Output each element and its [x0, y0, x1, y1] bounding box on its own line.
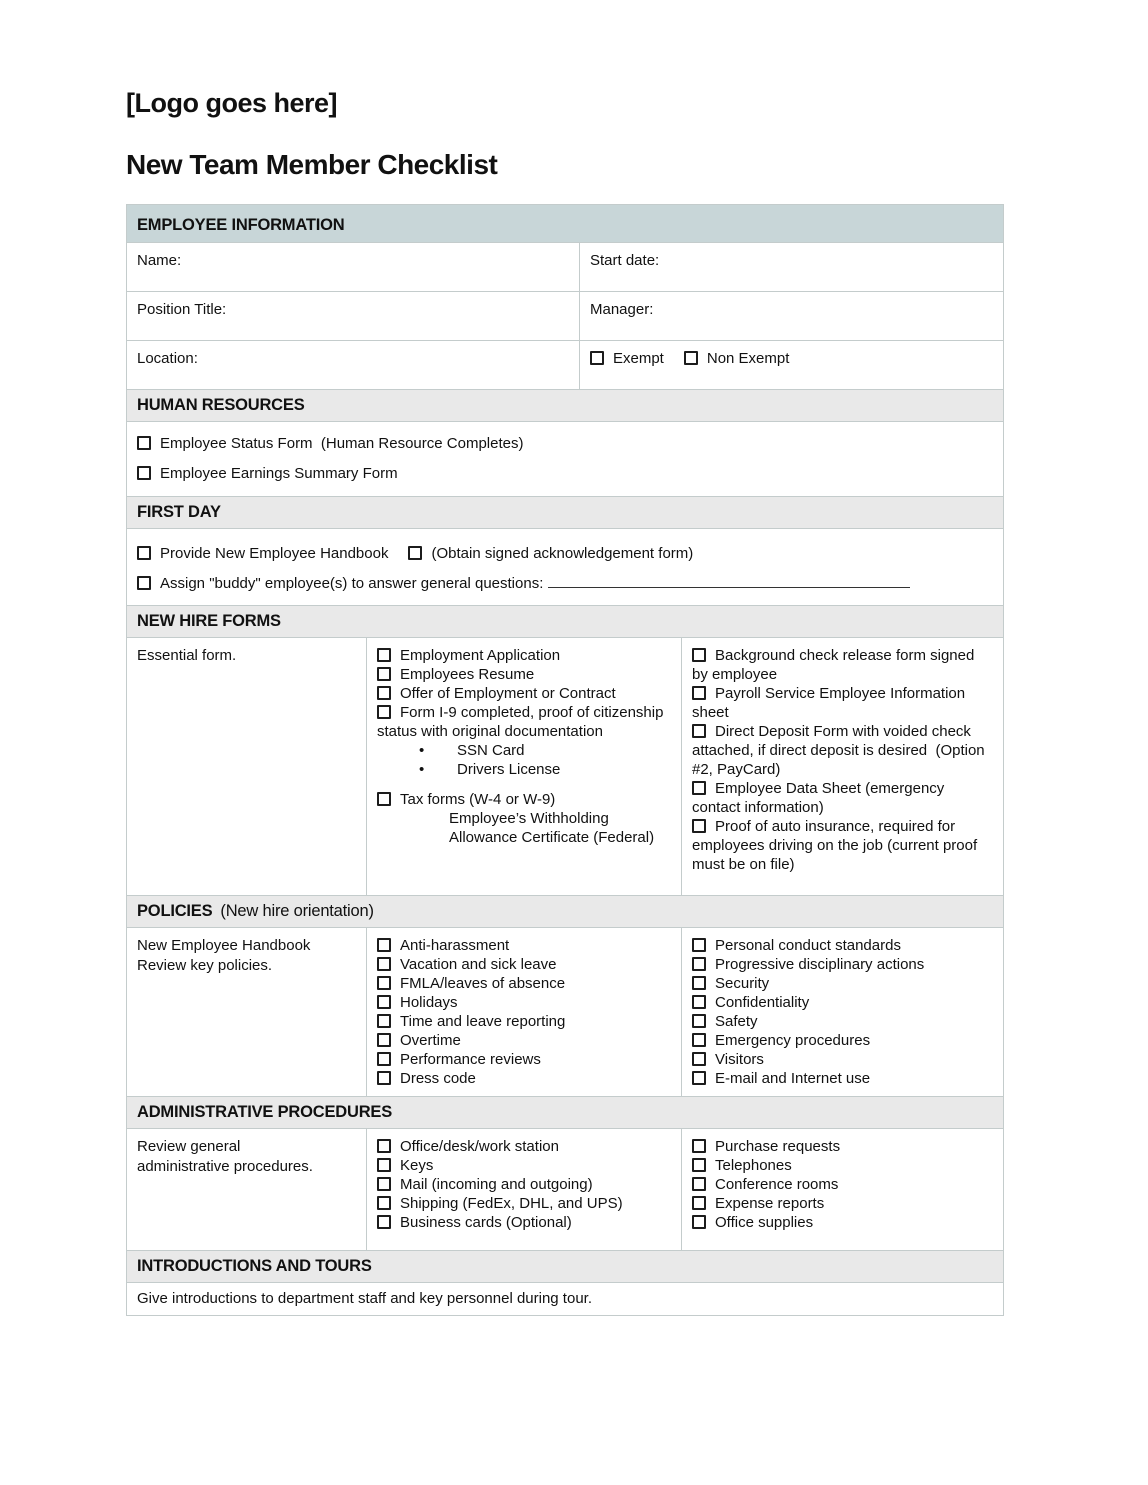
item-label: Employees Resume [400, 666, 535, 684]
checkbox-item [692, 1012, 993, 1031]
fill-in-blank-line[interactable] [548, 575, 910, 588]
item-label: Dress code [400, 1070, 476, 1088]
checkbox[interactable] [377, 686, 391, 700]
acknowledgement-checkbox[interactable] [408, 546, 422, 560]
item-label: Employee Data Sheet (emergency contact information) [692, 780, 945, 817]
assign-buddy-checkbox[interactable] [137, 576, 151, 590]
exempt-label: Exempt [613, 350, 664, 368]
checkbox[interactable] [692, 938, 706, 952]
checkbox-item [377, 1012, 671, 1031]
item-label: Expense reports [715, 1195, 825, 1213]
checkbox[interactable] [377, 976, 391, 990]
item-label: Time and leave reporting [400, 1013, 566, 1031]
checkbox[interactable] [692, 1071, 706, 1085]
administrative-checklist-right [681, 1129, 1003, 1250]
manager-field[interactable] [579, 292, 1003, 340]
policies-header-title: POLICIES [137, 902, 213, 921]
location-field[interactable] [127, 341, 579, 389]
exempt-status-cell [579, 341, 1003, 389]
item-label: Employee Earnings Summary Form [160, 465, 398, 483]
item-label: SSN Card [457, 742, 525, 760]
policies-checklist-right [681, 928, 1003, 1096]
position-title-label: Position Title: [137, 301, 227, 319]
checkbox[interactable] [692, 819, 706, 833]
introductions-text: Give introductions to department staff and key personnel during tour. [137, 1290, 592, 1308]
item-label: Holidays [400, 994, 458, 1012]
introductions-row [127, 1282, 1003, 1315]
policies-label-line1: New Employee Handbook [137, 937, 311, 955]
bullet-item [377, 760, 671, 779]
checkbox-item [137, 434, 993, 453]
section-header-human-resources: HUMAN RESOURCES [127, 389, 1003, 421]
start-date-field[interactable] [579, 243, 1003, 291]
checkbox[interactable] [137, 466, 151, 480]
first-day-content [127, 529, 1003, 605]
item-label: Office/desk/work station [400, 1138, 559, 1156]
checkbox-item [377, 1137, 671, 1156]
checkbox[interactable] [692, 1014, 706, 1028]
checkbox[interactable] [692, 1196, 706, 1210]
checkbox[interactable] [377, 648, 391, 662]
section-header-first-day: FIRST DAY [127, 496, 1003, 528]
item-label: Proof of auto insurance, required for employees driving on the job (current proof must be on file) [692, 818, 978, 874]
checkbox[interactable] [377, 957, 391, 971]
new-hire-forms-additional-checklist [681, 638, 1003, 895]
item-label: Emergency procedures [715, 1032, 871, 1050]
checkbox-item [692, 722, 993, 779]
provide-handbook-label: Provide New Employee Handbook [160, 545, 389, 563]
item-label: Security [715, 975, 770, 993]
checkbox[interactable] [377, 1033, 391, 1047]
checkbox[interactable] [377, 995, 391, 1009]
checkbox-item [377, 790, 671, 809]
item-label: Drivers License [457, 761, 561, 779]
checkbox[interactable] [377, 1071, 391, 1085]
acknowledgement-label: (Obtain signed acknowledgement form) [431, 545, 694, 563]
item-label: Visitors [715, 1051, 764, 1069]
checkbox-item [377, 703, 671, 741]
checkbox-item [377, 936, 671, 955]
checkbox-item [377, 1156, 671, 1175]
non-exempt-checkbox[interactable] [684, 351, 698, 365]
checkbox[interactable] [692, 781, 706, 795]
checkbox[interactable] [377, 1177, 391, 1191]
checkbox[interactable] [377, 1196, 391, 1210]
sub-note [377, 809, 671, 847]
checkbox-item [692, 993, 993, 1012]
checkbox-item [692, 955, 993, 974]
new-hire-forms-essential-checklist [366, 638, 681, 895]
name-field[interactable] [127, 243, 579, 291]
checkbox-item [692, 1194, 993, 1213]
checkbox[interactable] [692, 957, 706, 971]
checkbox-item [377, 974, 671, 993]
checkbox[interactable] [692, 995, 706, 1009]
item-label: Office supplies [715, 1214, 814, 1232]
admin-label-line1: Review general [137, 1138, 241, 1156]
item-label: Business cards (Optional) [400, 1214, 572, 1232]
checkbox-item [377, 1175, 671, 1194]
checkbox-item [692, 817, 993, 874]
checkbox-item [692, 1069, 993, 1088]
administrative-procedures-row [127, 1128, 1003, 1250]
item-label: Background check release form signed by employee [692, 647, 975, 684]
checkbox[interactable] [692, 686, 706, 700]
checkbox[interactable] [377, 1139, 391, 1153]
checkbox[interactable] [692, 648, 706, 662]
checkbox[interactable] [692, 976, 706, 990]
checkbox-item [692, 974, 993, 993]
item-label: Conference rooms [715, 1176, 839, 1194]
checkbox-item [377, 993, 671, 1012]
checkbox-item [377, 684, 671, 703]
checkbox[interactable] [692, 1033, 706, 1047]
checkbox[interactable] [377, 1052, 391, 1066]
item-label: Personal conduct standards [715, 937, 901, 955]
exempt-checkbox[interactable] [590, 351, 604, 365]
administrative-procedures-row-label [127, 1129, 366, 1250]
checkbox-item [692, 1175, 993, 1194]
checkbox[interactable] [692, 1177, 706, 1191]
checkbox-item [692, 1031, 993, 1050]
checkbox[interactable] [692, 1052, 706, 1066]
checkbox-item [377, 665, 671, 684]
policies-row-label [127, 928, 366, 1096]
checkbox-item [377, 646, 671, 665]
item-label: Tax forms (W-4 or W-9) [400, 791, 556, 809]
section-header-administrative-procedures: ADMINISTRATIVE PROCEDURES [127, 1096, 1003, 1128]
item-label: Telephones [715, 1157, 792, 1175]
item-label: Anti-harassment [400, 937, 510, 955]
item-label: Vacation and sick leave [400, 956, 557, 974]
checkbox-item [377, 1194, 671, 1213]
checkbox-item [137, 464, 993, 483]
item-label: Safety [715, 1013, 758, 1031]
logo-placeholder: [Logo goes here] [126, 88, 338, 118]
page-title: New Team Member Checklist [126, 149, 498, 181]
section-header-employee-information: EMPLOYEE INFORMATION [127, 205, 1003, 242]
policies-row [127, 927, 1003, 1096]
checkbox[interactable] [692, 1139, 706, 1153]
first-day-row [127, 528, 1003, 605]
policies-label-line2: Review key policies. [137, 957, 273, 975]
provide-handbook-checkbox[interactable] [137, 546, 151, 560]
checkbox-item [377, 1069, 671, 1088]
item-label: Employee’s Withholding Allowance Certificate (Federal) [449, 810, 655, 847]
item-label: Form I-9 completed, proof of citizenship status with original documentation [377, 704, 664, 741]
first-day-handbook-line [137, 544, 993, 563]
checklist-table [126, 204, 1004, 1316]
non-exempt-label: Non Exempt [706, 350, 790, 368]
row-position-manager [127, 291, 1003, 340]
checkbox-item [692, 936, 993, 955]
human-resources-checklist [127, 422, 1003, 496]
item-label: Progressive disciplinary actions [715, 956, 925, 974]
checkbox[interactable] [377, 1158, 391, 1172]
item-label: Employee Status Form (Human Resource Completes) [160, 435, 524, 453]
checkbox-item [692, 1050, 993, 1069]
checkbox[interactable] [692, 1158, 706, 1172]
item-label: Confidentiality [715, 994, 810, 1012]
administrative-checklist-left [366, 1129, 681, 1250]
new-hire-forms-row [127, 637, 1003, 895]
admin-label-line2: administrative procedures. [137, 1158, 313, 1176]
checkbox[interactable] [377, 1014, 391, 1028]
checkbox-item [692, 684, 993, 722]
policies-header-note: (New hire orientation) [220, 902, 374, 921]
section-header-policies [127, 895, 1003, 927]
checkbox-item [377, 1031, 671, 1050]
checkbox-item [692, 1213, 993, 1232]
new-hire-forms-row-label [127, 638, 366, 895]
manager-label: Manager: [590, 301, 654, 319]
location-label: Location: [137, 350, 198, 368]
section-header-new-hire-forms: NEW HIRE FORMS [127, 605, 1003, 637]
item-label: Direct Deposit Form with voided check attached, if direct deposit is desired (Option #2, PayCard) [692, 723, 985, 779]
human-resources-row [127, 421, 1003, 496]
checkbox-item [692, 1137, 993, 1156]
checkbox[interactable] [377, 705, 391, 719]
item-label: FMLA/leaves of absence [400, 975, 566, 993]
checkbox-item [377, 1213, 671, 1232]
document-content [126, 0, 1004, 1316]
item-label: Mail (incoming and outgoing) [400, 1176, 593, 1194]
assign-buddy-label: Assign "buddy" employee(s) to answer general questions: [160, 575, 544, 593]
checkbox-item [377, 955, 671, 974]
item-label: Keys [400, 1157, 434, 1175]
checkbox[interactable] [692, 1215, 706, 1229]
checkbox[interactable] [137, 436, 151, 450]
policies-checklist-left [366, 928, 681, 1096]
name-label: Name: [137, 252, 182, 270]
row-name-startdate [127, 242, 1003, 291]
item-label: E-mail and Internet use [715, 1070, 871, 1088]
item-label: Overtime [400, 1032, 461, 1050]
checkbox-item [692, 646, 993, 684]
item-label: Performance reviews [400, 1051, 541, 1069]
checkbox-item [692, 779, 993, 817]
item-label: Offer of Employment or Contract [400, 685, 616, 703]
essential-form-label: Essential form. [137, 647, 237, 665]
position-title-field[interactable] [127, 292, 579, 340]
start-date-label: Start date: [590, 252, 660, 270]
item-label: Shipping (FedEx, DHL, and UPS) [400, 1195, 623, 1213]
section-header-introductions-and-tours: INTRODUCTIONS AND TOURS [127, 1250, 1003, 1282]
bullet-item [377, 741, 671, 760]
checkbox-item [692, 1156, 993, 1175]
item-label: Employment Application [400, 647, 561, 665]
row-location-exempt [127, 340, 1003, 389]
checkbox[interactable] [692, 724, 706, 738]
checkbox[interactable] [377, 792, 391, 806]
checkbox[interactable] [377, 1215, 391, 1229]
checkbox[interactable] [377, 938, 391, 952]
item-label: Purchase requests [715, 1138, 841, 1156]
checkbox-item [377, 1050, 671, 1069]
item-label: Payroll Service Employee Information sheet [692, 685, 966, 722]
first-day-buddy-line [137, 574, 993, 593]
checkbox[interactable] [377, 667, 391, 681]
